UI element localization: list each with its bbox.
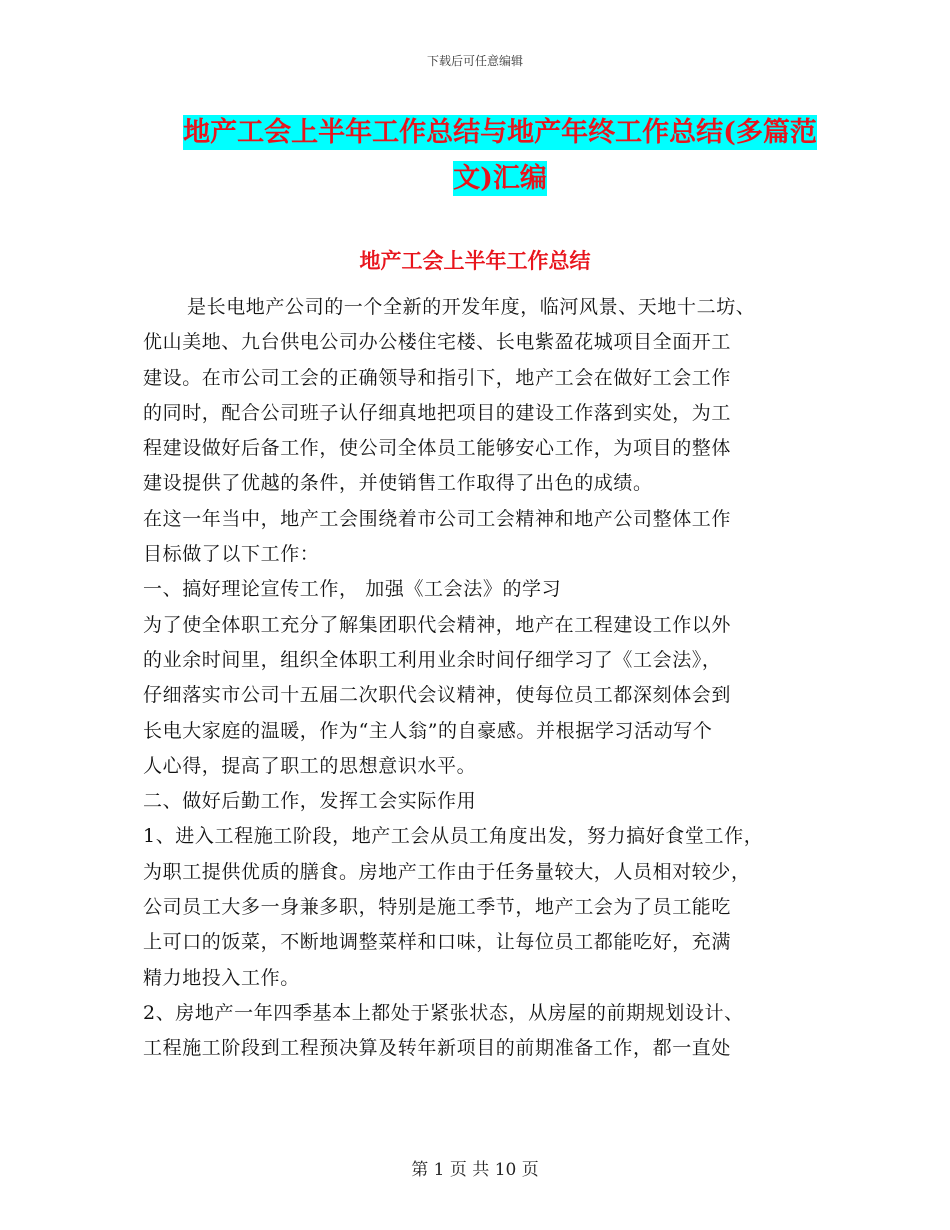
document-title [180, 110, 820, 202]
body-line: 为了使全体职工充分了解集团职代会精神，地产在工程建设工作以外 [143, 613, 732, 636]
body-line: 上可口的饭菜，不断地调整菜样和口味，让每位员工都能吃好，充满 [143, 931, 732, 954]
body-line: 目标做了以下工作： [143, 543, 320, 566]
body-heading-line: 一、搞好理论宣传工作， 加强《工会法》的学习 [143, 578, 562, 601]
body-line: 程建设做好后备工作，使公司全体员工能够安心工作，为项目的整体 [143, 437, 732, 460]
body-line: 在这一年当中，地产工会围绕着市公司工会精神和地产公司整体工作 [143, 507, 732, 530]
body-line: 1、进入工程施工阶段，地产工会从员工角度出发，努力搞好食堂工作， [143, 825, 764, 848]
page-footer: 第 1 页 共 10 页 [411, 1160, 539, 1180]
body-line: 为职工提供优质的膳食。房地产工作由于任务量较大，人员相对较少， [143, 860, 751, 883]
body-line: 长电大家庭的温暖，作为“主人翁”的自豪感。并根据学习活动写个 [143, 719, 713, 742]
body-line: 仔细落实市公司十五届二次职代会议精神，使每位员工都深刻体会到 [143, 684, 732, 707]
body-line: 优山美地、九台供电公司办公楼住宅楼、长电紫盈花城项目全面开工 [143, 331, 732, 354]
body-line: 公司员工大多一身兼多职，特别是施工季节，地产工会为了员工能吃 [143, 896, 732, 919]
body-line: 精力地投入工作。 [143, 966, 300, 989]
section-title: 地产工会上半年工作总结 [359, 248, 591, 273]
body-line: 人心得，提高了职工的思想意识水平。 [143, 754, 477, 777]
body-line: 的业余时间里，组织全体职工利用业余时间仔细学习了《工会法》， [143, 648, 722, 671]
body-text [143, 290, 811, 1067]
body-line: 建设。在市公司工会的正确领导和指引下，地产工会在做好工会工作 [143, 366, 732, 389]
body-line: 建设提供了优越的条件，并使销售工作取得了出色的成绩。 [143, 472, 653, 495]
body-line: 工程施工阶段到工程预决算及转年新项目的前期准备工作，都一直处 [143, 1037, 732, 1060]
body-line: 2、房地产一年四季基本上都处于紧张状态，从房屋的前期规划设计、 [143, 1001, 744, 1024]
document-title-line-1: 地产工会上半年工作总结与地产年终工作总结(多篇范 [183, 117, 817, 148]
body-heading-line: 二、做好后勤工作，发挥工会实际作用 [143, 790, 477, 813]
page-header-note: 下载后可任意编辑 [426, 54, 523, 68]
body-line: 是长电地产公司的一个全新的开发年度，临河风景、天地十二坊、 [187, 296, 756, 318]
body-line: 的同时，配合公司班子认仔细真地把项目的建设工作落到实处，为工 [143, 401, 732, 424]
document-title-line-2: 文)汇编 [453, 163, 547, 194]
